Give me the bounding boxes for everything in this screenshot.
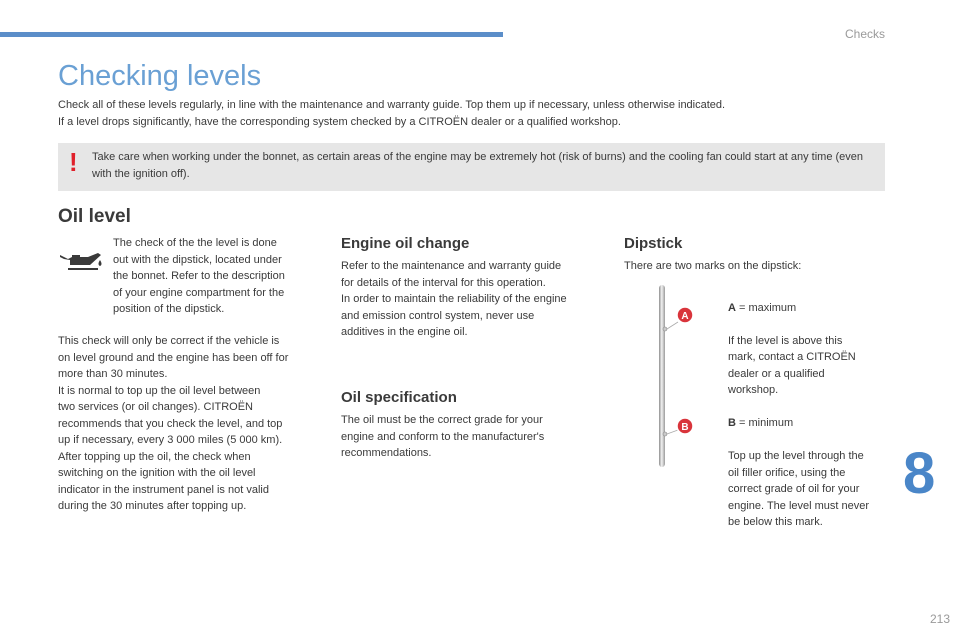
mark-a-line bbox=[728, 300, 888, 317]
mark-b-letter: B bbox=[728, 417, 736, 429]
engine-oil-change-text: Refer to the maintenance and warranty guide for details of the interval for this operation. In order to maintain the reliability of the engine and emission control system, never use additives in the engine oil. bbox=[341, 260, 567, 338]
min-mark-dot bbox=[663, 432, 667, 436]
oil-level-heading: Oil level bbox=[58, 206, 131, 227]
oil-specification-heading: Oil specification bbox=[341, 389, 457, 406]
max-mark-dot bbox=[663, 327, 667, 331]
mark-b-line bbox=[728, 415, 888, 432]
mark-a-letter: A bbox=[728, 301, 736, 314]
dipstick-marks-text bbox=[728, 283, 888, 547]
oil-can-icon bbox=[58, 250, 104, 274]
dipstick-heading: Dipstick bbox=[624, 235, 683, 252]
dipstick-rod bbox=[659, 285, 665, 467]
warning-box bbox=[58, 143, 885, 191]
page-title: Checking levels bbox=[58, 60, 262, 92]
intro-line-2: If a level drops significantly, have the corresponding system checked by a CITROËN dealer or a qualified workshop. bbox=[58, 116, 621, 128]
mark-a-value: = maximum bbox=[735, 301, 797, 314]
engine-oil-change-heading: Engine oil change bbox=[341, 235, 470, 252]
oil-level-check-text: This check will only be correct if the vehicle is on level ground and the engine has been off for more than 30 minutes. It is normal to top up the oil level between two services (or oil changes). CITROËN recommends that you check the level, and top up if necessary, every 3 000 miles (5 000 km). After topping up the oil, the check when switching on the ignition with the oil level indicator in the instrument panel is not valid during the 30 minutes after topping up. bbox=[58, 335, 289, 512]
marker-b bbox=[677, 418, 693, 434]
intro-line-1: Check all of these levels regularly, in line with the maintenance and warranty guide. Top them up if necessary, unless otherwise indicated. bbox=[58, 99, 726, 111]
warning-text: Take care when working under the bonnet, as certain areas of the engine may be extremely hot (risk of burns) and the cooling fan could start at any time (even with the ignition off). bbox=[92, 151, 864, 180]
intro-text bbox=[58, 97, 878, 131]
oil-level-description: The check of the the level is done out with the dipstick, located under the bonnet. Refer to the description of your engine compartment for the position of the dipstick. bbox=[113, 237, 285, 315]
header-accent-bar bbox=[0, 32, 503, 37]
mark-b-description: Top up the level through the oil filler orifice, using the correct grade of oil for your engine. The level must never be below this mark. bbox=[728, 450, 870, 528]
dipstick-intro-text: There are two marks on the dipstick: bbox=[624, 260, 802, 272]
marker-b-label: B bbox=[681, 422, 689, 433]
mark-a-description: If the level is above this mark, contact a CITROËN dealer or a qualified workshop. bbox=[728, 334, 856, 396]
marker-a bbox=[677, 307, 693, 323]
marker-a-label: A bbox=[681, 311, 689, 322]
mark-b-value: = minimum bbox=[735, 417, 794, 429]
dipstick-illustration bbox=[652, 283, 697, 469]
warning-icon: ! bbox=[69, 147, 78, 177]
page-number: 213 bbox=[929, 612, 950, 626]
section-name: Checks bbox=[844, 27, 885, 41]
oil-specification-text: The oil must be the correct grade for your engine and conform to the manufacturer's recommendations. bbox=[341, 414, 545, 459]
chapter-number: 8 bbox=[903, 441, 936, 506]
